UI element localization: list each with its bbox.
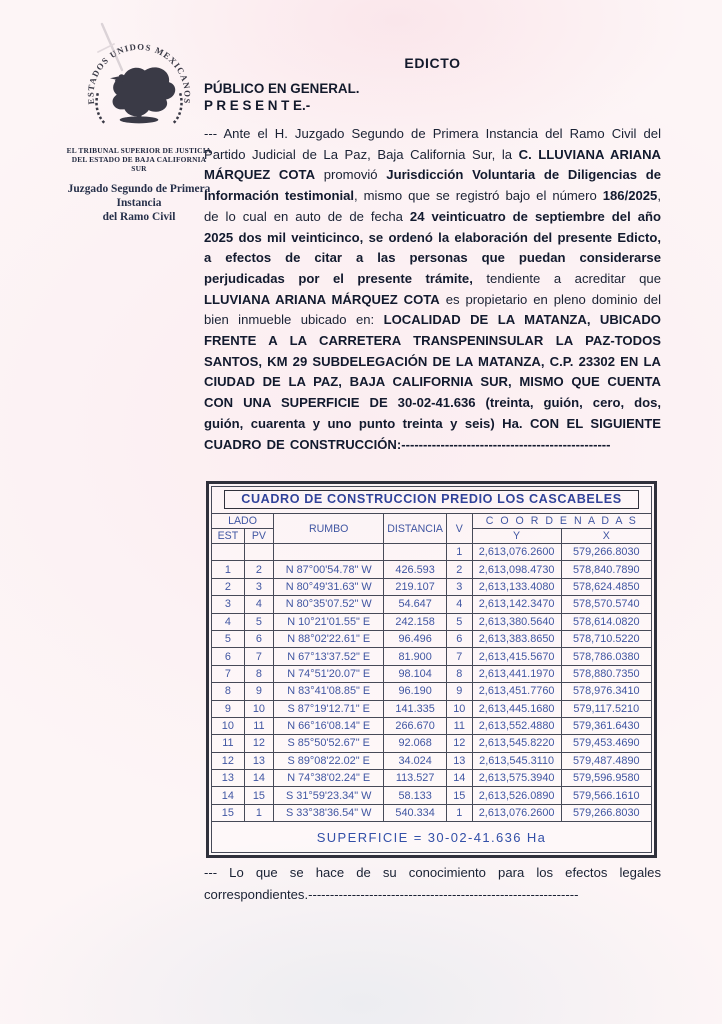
cell-v: 2: [446, 561, 472, 578]
cell-est: 11: [212, 735, 245, 752]
table-row: [212, 613, 652, 630]
document-title: EDICTO: [404, 55, 461, 71]
cell-pv: 1: [244, 804, 273, 821]
closing-paragraph: [204, 862, 661, 906]
cell-y: 2,613,076.2600: [472, 804, 561, 821]
cell-x: 579,266.8030: [561, 544, 651, 561]
cell-distancia: 96.190: [384, 683, 446, 700]
cell-v: 9: [446, 683, 472, 700]
property-description: LOCALIDAD DE LA MATANZA, UBICADO FRENTE A LA CARRETERA TRANSPENINSULAR LA PAZ-TODOS SANTOS, KM 29 SUBDELEGACIÓN DE LA MATANZA, C.P. 23302 EN LA CIUDAD DE LA PAZ, BAJA CALIFORNIA SUR, MISMO QUE CUENTA CON UNA SUPERFICIE DE 30-02-41.636 (treinta, guión, cero, dos, guión, cuarenta y uno punto treinta y seis) Ha. CON EL SIGUIENTE CUADRO DE CONSTRUCCIÓN:: [204, 312, 661, 452]
cell-y: 2,613,545.3110: [472, 752, 561, 769]
court-line2: Instancia: [116, 197, 162, 209]
superficie-total: SUPERFICIE = 30-02-41.636 Ha: [212, 822, 652, 853]
cell-pv: 7: [244, 648, 273, 665]
cell-rumbo: N 87°00'54.78" W: [274, 561, 384, 578]
cell-v: 12: [446, 735, 472, 752]
cell-rumbo: N 80°49'31.63" W: [274, 578, 384, 595]
cell-v: 4: [446, 596, 472, 613]
table-row: [212, 630, 652, 647]
cell-rumbo: N 66°16'08.14" E: [274, 717, 384, 734]
cell-distancia: 54.647: [384, 596, 446, 613]
cell-x: 578,710.5220: [561, 630, 651, 647]
owner-name: LLUVIANA ARIANA MÁRQUEZ COTA: [204, 291, 440, 307]
court-line3: del Ramo Civil: [102, 211, 176, 223]
cell-rumbo: N 67°13'37.52" E: [274, 648, 384, 665]
construction-table-section: [206, 481, 657, 858]
order-date-text: 24 veinticuatro de septiembre del año 2025 dos mil veinticinco, se ordenó la elaboración del presente Edicto, a efectos de citar a las personas que puedan considerarse perjudicadas por el presente trámite,: [204, 208, 661, 286]
cell-rumbo: S 87°19'12.71" E: [274, 700, 384, 717]
cell-v: 3: [446, 578, 472, 595]
cell-est: 12: [212, 752, 245, 769]
cell-rumbo: S 31°59'23.34" W: [274, 787, 384, 804]
cell-y: 2,613,380.5640: [472, 613, 561, 630]
cell-est: 7: [212, 665, 245, 682]
table-row: [212, 735, 652, 752]
cell-distancia: 34.024: [384, 752, 446, 769]
connector-text: es propietario en pleno dominio del bien inmueble ubicado en:: [204, 291, 661, 328]
cell-est: 14: [212, 787, 245, 804]
seal-arc-text: ESTADOS UNIDOS MEXICANOS: [85, 41, 193, 106]
cell-x: 579,266.8030: [561, 804, 651, 821]
cell-rumbo: N 74°38'02.24" E: [274, 770, 384, 787]
cell-pv: 8: [244, 665, 273, 682]
table-row: [212, 787, 652, 804]
cell-y: 2,613,142.3470: [472, 596, 561, 613]
cell-est: 10: [212, 717, 245, 734]
header-x: X: [561, 529, 651, 544]
cell-v: 6: [446, 630, 472, 647]
cell-x: 579,117.5210: [561, 700, 651, 717]
cell-pv: 6: [244, 630, 273, 647]
cell-pv: 15: [244, 787, 273, 804]
cell-rumbo: S 33°38'36.54" W: [274, 804, 384, 821]
addressee-line1: PÚBLICO EN GENERAL.: [204, 81, 360, 96]
table-row: [212, 683, 652, 700]
petitioner-name: C. LLUVIANA ARIANA MÁRQUEZ COTA: [204, 146, 661, 183]
cell-est: 4: [212, 613, 245, 630]
cell-y: 2,613,545.8220: [472, 735, 561, 752]
cell-distancia: 98.104: [384, 665, 446, 682]
table-row: [212, 648, 652, 665]
cell-y: 2,613,441.1970: [472, 665, 561, 682]
cell-pv: 10: [244, 700, 273, 717]
table-row: [212, 665, 652, 682]
tribunal-line2: DEL ESTADO DE BAJA CALIFORNIA SUR: [71, 155, 207, 173]
cell-distancia: 113.527: [384, 770, 446, 787]
tribunal-line1: EL TRIBUNAL SUPERIOR DE JUSTICIA: [66, 146, 212, 155]
cell-x: 578,614.0820: [561, 613, 651, 630]
addressee-line2: P R E S E N T E.-: [204, 97, 311, 113]
table-row: [212, 578, 652, 595]
cell-est: 3: [212, 596, 245, 613]
court-letterhead: [64, 28, 214, 224]
cell-pv: 5: [244, 613, 273, 630]
cell-x: 579,566.1610: [561, 787, 651, 804]
cell-v: 1: [446, 804, 472, 821]
connector-text: , de lo cual en auto de de fecha: [204, 188, 661, 224]
cell-v: 11: [446, 717, 472, 734]
cell-pv: 11: [244, 717, 273, 734]
cell-rumbo: N 83°41'08.85" E: [274, 683, 384, 700]
table-row: [212, 700, 652, 717]
cell-rumbo: N 80°35'07.52" W: [274, 596, 384, 613]
table-row: [212, 804, 652, 821]
cell-y: 2,613,451.7760: [472, 683, 561, 700]
cell-est: 15: [212, 804, 245, 821]
intro-text: --- Ante el H. Juzgado Segundo de Primera Instancia del Ramo Civil del Partido Judicial de La Paz, Baja California Sur, la: [204, 126, 661, 162]
cell-rumbo: N 10°21'01.55" E: [274, 613, 384, 630]
header-distancia: DISTANCIA: [384, 514, 446, 544]
cell-distancia: 242.158: [384, 613, 446, 630]
cell-distancia: 219.107: [384, 578, 446, 595]
cell-distancia: 96.496: [384, 630, 446, 647]
table-row: [212, 770, 652, 787]
eagle-glyph: [110, 67, 175, 123]
cell-v: 15: [446, 787, 472, 804]
header-pv: PV: [244, 529, 273, 544]
addressee-block: [204, 81, 661, 114]
cell-rumbo: S 85°50'52.67" E: [274, 735, 384, 752]
table-row: [212, 717, 652, 734]
cell-distancia: 266.670: [384, 717, 446, 734]
cell-v: 13: [446, 752, 472, 769]
header-lado: LADO: [212, 514, 274, 529]
connector-text: tendiente a acreditar que: [472, 270, 661, 286]
cell-pv: 3: [244, 578, 273, 595]
cell-v: 7: [446, 648, 472, 665]
cell-x: 578,880.7350: [561, 665, 651, 682]
cell-x: 578,976.3410: [561, 683, 651, 700]
header-v: V: [446, 514, 472, 544]
cell-rumbo: N 88°02'22.61" E: [274, 630, 384, 647]
cell-est: 8: [212, 683, 245, 700]
closing-text: --- Lo que se hace de su conocimiento para los efectos legales correspondientes.: [204, 865, 661, 902]
header-est: EST: [212, 529, 245, 544]
cell-est: 6: [212, 648, 245, 665]
cell-pv: 4: [244, 596, 273, 613]
cell-v: 14: [446, 770, 472, 787]
header-y: Y: [472, 529, 561, 544]
cell-x: 579,596.9580: [561, 770, 651, 787]
filler-dashes: ------------------------------------------------: [401, 436, 611, 452]
cell-distancia: 92.068: [384, 735, 446, 752]
table-row: [212, 596, 652, 613]
cell-pv: 13: [244, 752, 273, 769]
cell-y: 2,613,133.4080: [472, 578, 561, 595]
cell-y: 2,613,526.0890: [472, 787, 561, 804]
cell-x: 578,786.0380: [561, 648, 651, 665]
cell-est: 9: [212, 700, 245, 717]
cell-v: 8: [446, 665, 472, 682]
national-emblem-icon: [79, 28, 199, 144]
cell-pv: 2: [244, 561, 273, 578]
table-row: [212, 544, 652, 561]
cell-est: 1: [212, 561, 245, 578]
header-rumbo: RUMBO: [274, 514, 384, 544]
cell-y: 2,613,383.8650: [472, 630, 561, 647]
table-row: [212, 561, 652, 578]
cell-y: 2,613,575.3940: [472, 770, 561, 787]
court-line1: Juzgado Segundo de Primera: [67, 183, 211, 195]
cell-rumbo: S 89°08'22.02" E: [274, 752, 384, 769]
cell-y: 2,613,076.2600: [472, 544, 561, 561]
cell-x: 578,570.5740: [561, 596, 651, 613]
cell-pv: [244, 544, 273, 561]
cell-distancia: 426.593: [384, 561, 446, 578]
connector-text: , mismo que se registró bajo el número: [354, 188, 603, 204]
closing-dashes: --------------------------------------------------------------: [308, 886, 579, 902]
cell-x: 578,840.7890: [561, 561, 651, 578]
table-title-cell: [212, 487, 652, 514]
cell-y: 2,613,415.5670: [472, 648, 561, 665]
content-column: [204, 55, 661, 468]
cell-x: 579,487.4890: [561, 752, 651, 769]
body-paragraph: [204, 124, 661, 455]
tribunal-name: [64, 146, 214, 173]
cell-x: 578,624.4850: [561, 578, 651, 595]
cell-y: 2,613,552.4880: [472, 717, 561, 734]
cell-distancia: 540.334: [384, 804, 446, 821]
cell-est: 13: [212, 770, 245, 787]
cell-rumbo: [274, 544, 384, 561]
table-frame: [206, 481, 657, 858]
cell-distancia: 141.335: [384, 700, 446, 717]
cell-y: 2,613,445.1680: [472, 700, 561, 717]
case-number: 186/2025: [602, 188, 658, 204]
table-row: [212, 752, 652, 769]
header-coordenadas: C O O R D E N A D A S: [472, 514, 651, 529]
connector-text: promovió: [315, 167, 387, 183]
cell-rumbo: N 74°51'20.07" E: [274, 665, 384, 682]
cell-pv: 12: [244, 735, 273, 752]
cell-distancia: [384, 544, 446, 561]
cell-v: 5: [446, 613, 472, 630]
cell-x: 579,453.4690: [561, 735, 651, 752]
table-title: CUADRO DE CONSTRUCCION PREDIO LOS CASCABELES: [224, 490, 638, 509]
cell-est: [212, 544, 245, 561]
cell-distancia: 58.133: [384, 787, 446, 804]
cell-distancia: 81.900: [384, 648, 446, 665]
cell-v: 10: [446, 700, 472, 717]
cell-est: 5: [212, 630, 245, 647]
cell-est: 2: [212, 578, 245, 595]
cell-y: 2,613,098.4730: [472, 561, 561, 578]
cell-pv: 9: [244, 683, 273, 700]
court-name: [64, 182, 214, 224]
cell-x: 579,361.6430: [561, 717, 651, 734]
procedure-name: Jurisdicción Voluntaria de Diligencias de Información testimonial: [204, 167, 661, 204]
cell-pv: 14: [244, 770, 273, 787]
construction-table: [211, 486, 652, 853]
cell-v: 1: [446, 544, 472, 561]
